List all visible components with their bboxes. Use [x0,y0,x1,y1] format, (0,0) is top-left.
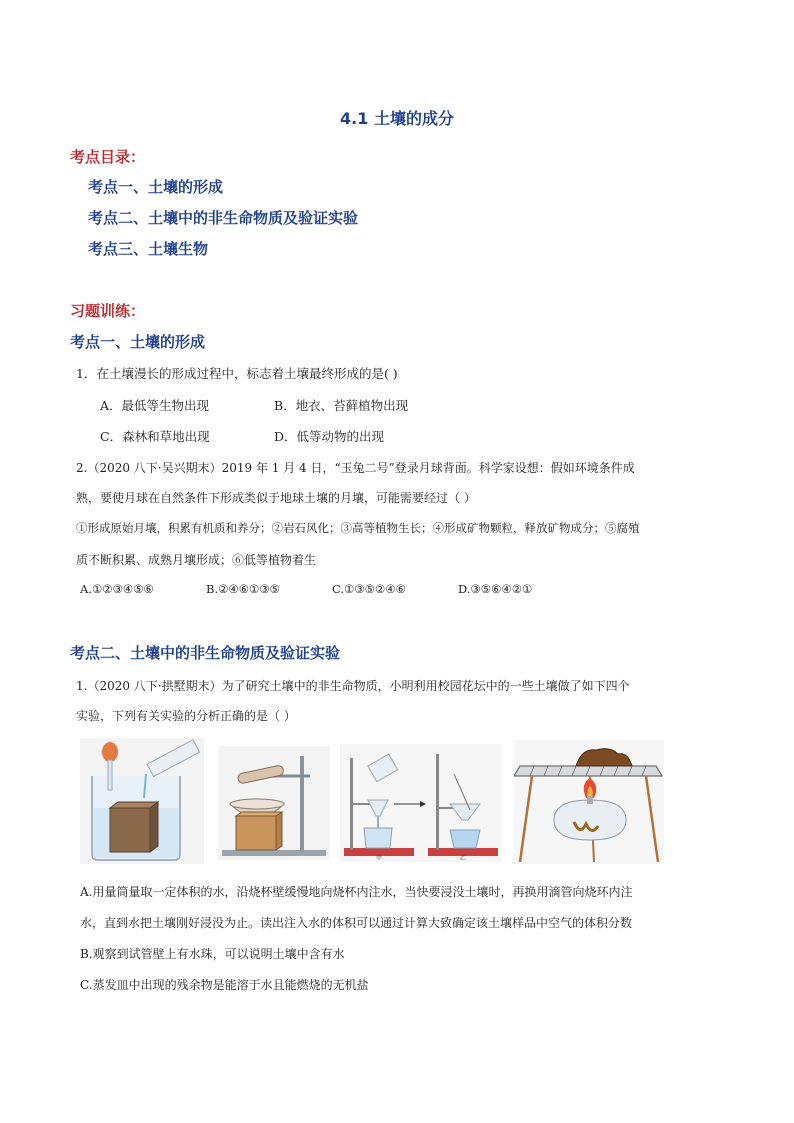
figure-filtration-experiment [340,744,502,862]
s1-q2-option-d: D.③⑤⑥④②① [458,582,533,596]
practice-heading: 习题训练： [70,302,146,320]
figure-label-jia: 甲 [376,855,383,862]
toc-heading: 考点目录： [70,148,146,166]
figure-burning-experiment [514,740,664,864]
toc-item-1: 考点一、土壤的形成 [88,178,224,196]
s1-q1-option-a: A．最低等生物出现 [100,398,210,413]
toc-item-3: 考点三、土壤生物 [88,240,209,258]
s2-q1-line2: 实验，下列有关实验的分析正确的是（ ） [76,709,296,723]
s1-q2-option-a: A.①②③④⑤⑥ [80,582,154,596]
section1-heading: 考点一、土壤的形成 [70,333,206,351]
s2-q1-option-a-line2: 水，直到水把土壤刚好浸没为止。读出注入水的体积可以通过计算大致确定该土壤样品中空气的体积分数 [80,916,633,930]
s2-q1-option-a-line1: A.用量筒量取一定体积的水，沿烧杯壁缓慢地向烧杯内注水，当快要浸没土壤时，再换用滴管向烧环内注 [80,885,633,899]
page-title: 4.1 土壤的成分 [340,109,454,128]
s1-q1-stem: 1．在土壤漫长的形成过程中，标志着土壤最终形成的是( ) [76,366,398,381]
s1-q2-option-b: B.②④⑥①③⑤ [206,582,280,596]
s1-q1-option-d: D．低等动物的出现 [274,429,385,444]
toc-item-2: 考点二、土壤中的非生命物质及验证实验 [88,209,359,227]
s1-q2-line2: 熟，要使月球在自然条件下形成类似于地球土壤的月壤，可能需要经过（ ） [76,491,476,505]
s1-q1-option-c: C．森林和草地出现 [100,429,210,444]
s2-q1-line1: 1.（2020 八下·拱墅期末）为了研究土壤中的非生命物质，小明利用校园花坛中的一些土壤做了如下四个 [76,679,630,693]
s1-q2-line3: ①形成原始月壤，积累有机质和养分；②岩石风化；③高等植物生长；④形成矿物颗粒，释放矿物成分；⑤腐殖 [76,521,640,535]
s1-q2-option-c: C.①③⑤②④⑥ [332,582,406,596]
figure-evaporation-experiment [218,746,330,860]
figure-soil-air-experiment [80,738,204,864]
s1-q1-option-b: B．地衣、苔藓植物出现 [274,398,409,413]
s1-q2-line4: 质不断积累、成熟月壤形成；⑥低等植物着生 [76,553,317,567]
s1-q2-line1: 2.（2020 八下·吴兴期末）2019 年 1 月 4 日，“玉兔二号”登录月球背面。科学家设想：假如环境条件成 [76,461,635,475]
s2-q1-option-c: C.蒸发皿中出现的残余物是能溶于水且能燃烧的无机盐 [80,978,369,992]
s2-q1-option-b: B.观察到试管壁上有水珠，可以说明土壤中含有水 [80,947,345,961]
section2-heading: 考点二、土壤中的非生命物质及验证实验 [70,644,341,662]
figure-label-yi: 乙 [460,855,467,862]
